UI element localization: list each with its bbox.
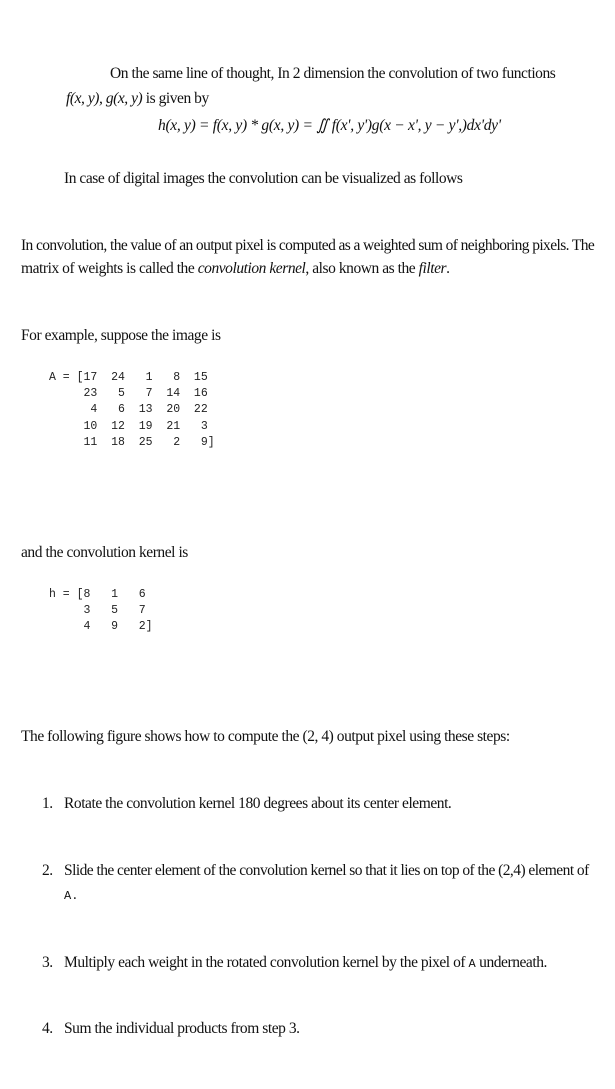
intro-line-2-text: is given by bbox=[142, 90, 209, 107]
para-line-2-mid: , also known as the bbox=[305, 260, 419, 277]
term-filter: filter bbox=[418, 260, 447, 277]
convolution-para-line-1: In convolution, the value of an output pixel is computed as a weighted sum of neighboring pixels. The bbox=[21, 237, 595, 254]
para-line-2-post: . bbox=[446, 260, 450, 277]
step-1-text: Rotate the convolution kernel 180 degrees about its center element. bbox=[64, 795, 452, 812]
digital-images-line: In case of digital images the convolution can be visualized as follows bbox=[64, 170, 463, 187]
step-3-code: A bbox=[468, 957, 476, 971]
step-3-text bbox=[64, 954, 547, 972]
step-3-text-post: underneath. bbox=[475, 954, 547, 971]
matrix-h: h = [8 1 6 3 5 7 4 9 2] bbox=[49, 588, 153, 634]
term-convolution-kernel: convolution kernel bbox=[197, 260, 306, 277]
matrix-a: A = [17 24 1 8 15 23 5 7 14 16 4 6 13 20 22 10 12 19 21 3 11 18 25 2 9] bbox=[49, 371, 215, 449]
step-2-continuation: A. bbox=[64, 889, 79, 903]
step-1-number: 1. bbox=[42, 795, 53, 812]
step-2-text: Slide the center element of the convolution kernel so that it lies on top of the (2,4) element of bbox=[64, 862, 589, 879]
example-intro: For example, suppose the image is bbox=[21, 327, 221, 344]
step-2-number: 2. bbox=[42, 862, 53, 879]
steps-intro: The following figure shows how to compute the (2, 4) output pixel using these steps: bbox=[21, 728, 510, 745]
step-4-text: Sum the individual products from step 3. bbox=[64, 1020, 300, 1037]
step-4-number: 4. bbox=[42, 1020, 53, 1037]
kernel-intro: and the convolution kernel is bbox=[21, 544, 188, 561]
intro-line-2 bbox=[66, 90, 209, 108]
step-3-number: 3. bbox=[42, 954, 53, 971]
convolution-para-line-2 bbox=[21, 260, 450, 278]
convolution-equation: h(x, y) = f(x, y) * g(x, y) = ∬ f(x', y')g(x − x', y − y',)dx'dy' bbox=[158, 117, 501, 134]
para-line-2-pre: matrix of weights is called the bbox=[21, 260, 198, 277]
intro-line-1: On the same line of thought, In 2 dimension the convolution of two functions bbox=[110, 65, 556, 82]
step-3-text-pre: Multiply each weight in the rotated convolution kernel by the pixel of bbox=[64, 954, 469, 971]
functions-math: f(x, y), g(x, y) bbox=[66, 90, 143, 107]
